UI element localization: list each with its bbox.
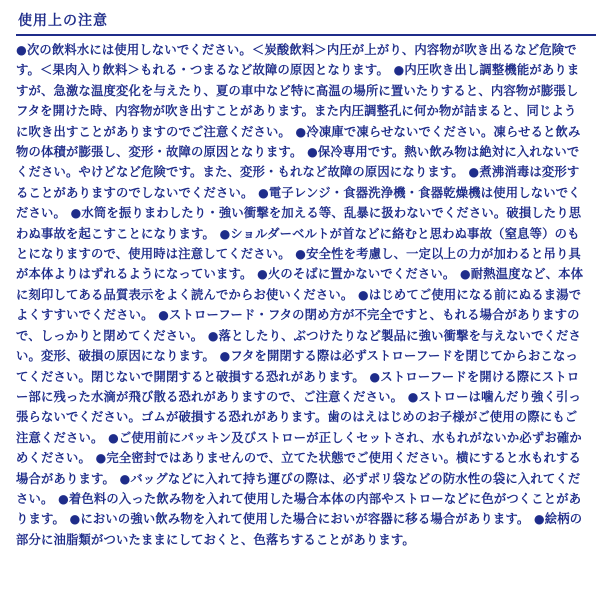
bullet-icon: ● xyxy=(16,43,27,57)
bullet-icon: ● xyxy=(70,206,82,221)
note-16: ストローフードを開ける際にストロー部に残った水滴が飛び散る恐れがありますので、ご注意ください。 xyxy=(16,369,580,404)
bullet-icon: ● xyxy=(357,287,369,302)
note-7: 水筒を振りまわしたり・強い衝撃を加える等、乱暴に扱わないでください。破損したり思わぬ事故を起こすことになります。 xyxy=(16,206,582,241)
bullet-icon: ● xyxy=(69,512,81,527)
bullet-icon: ● xyxy=(407,389,419,404)
precautions-text xyxy=(16,40,588,550)
title-divider xyxy=(16,34,596,36)
bullet-icon: ● xyxy=(459,267,471,282)
bullet-icon: ● xyxy=(95,451,107,466)
note-17: ストローは噛んだり強く引っ張らないでください。ゴムが破損する恐れがあります。歯のはえはじめのお子様がご使用の際にもご注意ください。 xyxy=(16,389,582,445)
note-2: 内圧吹き出し調整機能がありますが、急激な温度変化を与えたり、夏の車中など特に高温の場所に置いたりすると、内容物が膨張しフタを開けた時、内容物が吹き出すことがあります。また内圧調整孔に何か物が詰まると、同じように吹き出すことがありますのでご注意ください。 xyxy=(16,63,580,139)
note-12: はじめてご使用になる前にぬるま湯でよくすすいでください。 xyxy=(16,287,582,323)
bullet-icon: ● xyxy=(306,145,318,160)
note-15: フタを開閉する際は必ずストローフードを閉じてからおこなってください。閉じないで開閉すると破損する恐れがあります。 xyxy=(16,349,578,384)
bullet-icon: ● xyxy=(207,328,219,343)
note-13: ストローフード・フタの閉め方が不完全ですと、もれる場合がありますので、しっかりと閉めてください。 xyxy=(16,308,580,343)
bullet-icon: ● xyxy=(119,471,131,486)
note-18: ご使用前にパッキン及びストローが正しくセットされ、水もれがないか必ずお確かめください。 xyxy=(16,430,582,466)
bullet-icon: ● xyxy=(219,226,231,241)
bullet-icon: ● xyxy=(158,308,170,323)
bullet-icon: ● xyxy=(257,185,269,200)
section-title: 使用上の注意 xyxy=(18,13,108,29)
note-19: 完全密封ではありませんので、立てた状態でご使用ください。横にすると水もれする場合があります。 xyxy=(16,451,582,486)
note-5: 煮沸消毒は変形することがありますのでしないでください。 xyxy=(16,165,580,200)
note-3: 冷凍庫で凍らせないでください。凍らせると飲み物の体積が膨張し、変形・故障の原因となります。 xyxy=(16,124,581,160)
bullet-icon: ● xyxy=(295,124,307,139)
note-20: バッグなどに入れて持ち運びの際は、必ずポリ袋などの防水性の袋に入れてください。 xyxy=(16,471,581,506)
note-22: においの強い飲み物を入れて使用した場合においが容器に移る場合があります。 xyxy=(80,512,530,527)
bullet-icon: ● xyxy=(295,247,307,262)
bullet-icon: ● xyxy=(57,491,69,506)
note-4: 保冷専用です。熱い飲み物は絶対に入れないでください。やけどなど危険です。また、変形・もれなど故障の原因になります。 xyxy=(16,145,580,180)
bullet-icon: ● xyxy=(533,512,545,527)
note-1: 次の飲料水には使用しないでください。＜炭酸飲料＞内圧が上がり、内容物が吹き出るなど危険です。＜果肉入り飲料＞もれる・つまるなど故障の原因となります。 xyxy=(16,43,577,78)
bullet-icon: ● xyxy=(393,63,405,78)
note-14: 落としたり、ぶつけたりなど製品に強い衝撃を与えないでください。変形、破損の原因になります。 xyxy=(16,328,582,364)
note-21: 着色料の入った飲み物を入れて使用した場合本体の内部やストローなどに色がつくことがあります。 xyxy=(16,491,582,527)
bullet-icon: ● xyxy=(468,165,480,180)
note-8: ショルダーベルトが首などに絡むと思わぬ事故（窒息等）のもとになりますので、使用時は注意してください。 xyxy=(16,226,580,262)
note-10: 火のそばに置かないでください。 xyxy=(267,267,456,282)
note-9: 安全性を考慮し、一定以上の力が加わると吊り具が本体よりはずれるようになっています。 xyxy=(16,247,582,282)
note-11: 耐熱温度など、本体に刻印してある品質表示をよく読んでからお使いください。 xyxy=(16,267,584,302)
note-6: 電子レンジ・食器洗浄機・食器乾燥機は使用しないでください。 xyxy=(16,185,581,221)
bullet-icon: ● xyxy=(256,267,268,282)
bullet-icon: ● xyxy=(107,430,119,445)
note-23: 絵柄の部分に油脂類がついたままにしておくと、色落ちすることがあります。 xyxy=(16,512,583,547)
bullet-icon: ● xyxy=(219,349,231,364)
bullet-icon: ● xyxy=(369,369,381,384)
